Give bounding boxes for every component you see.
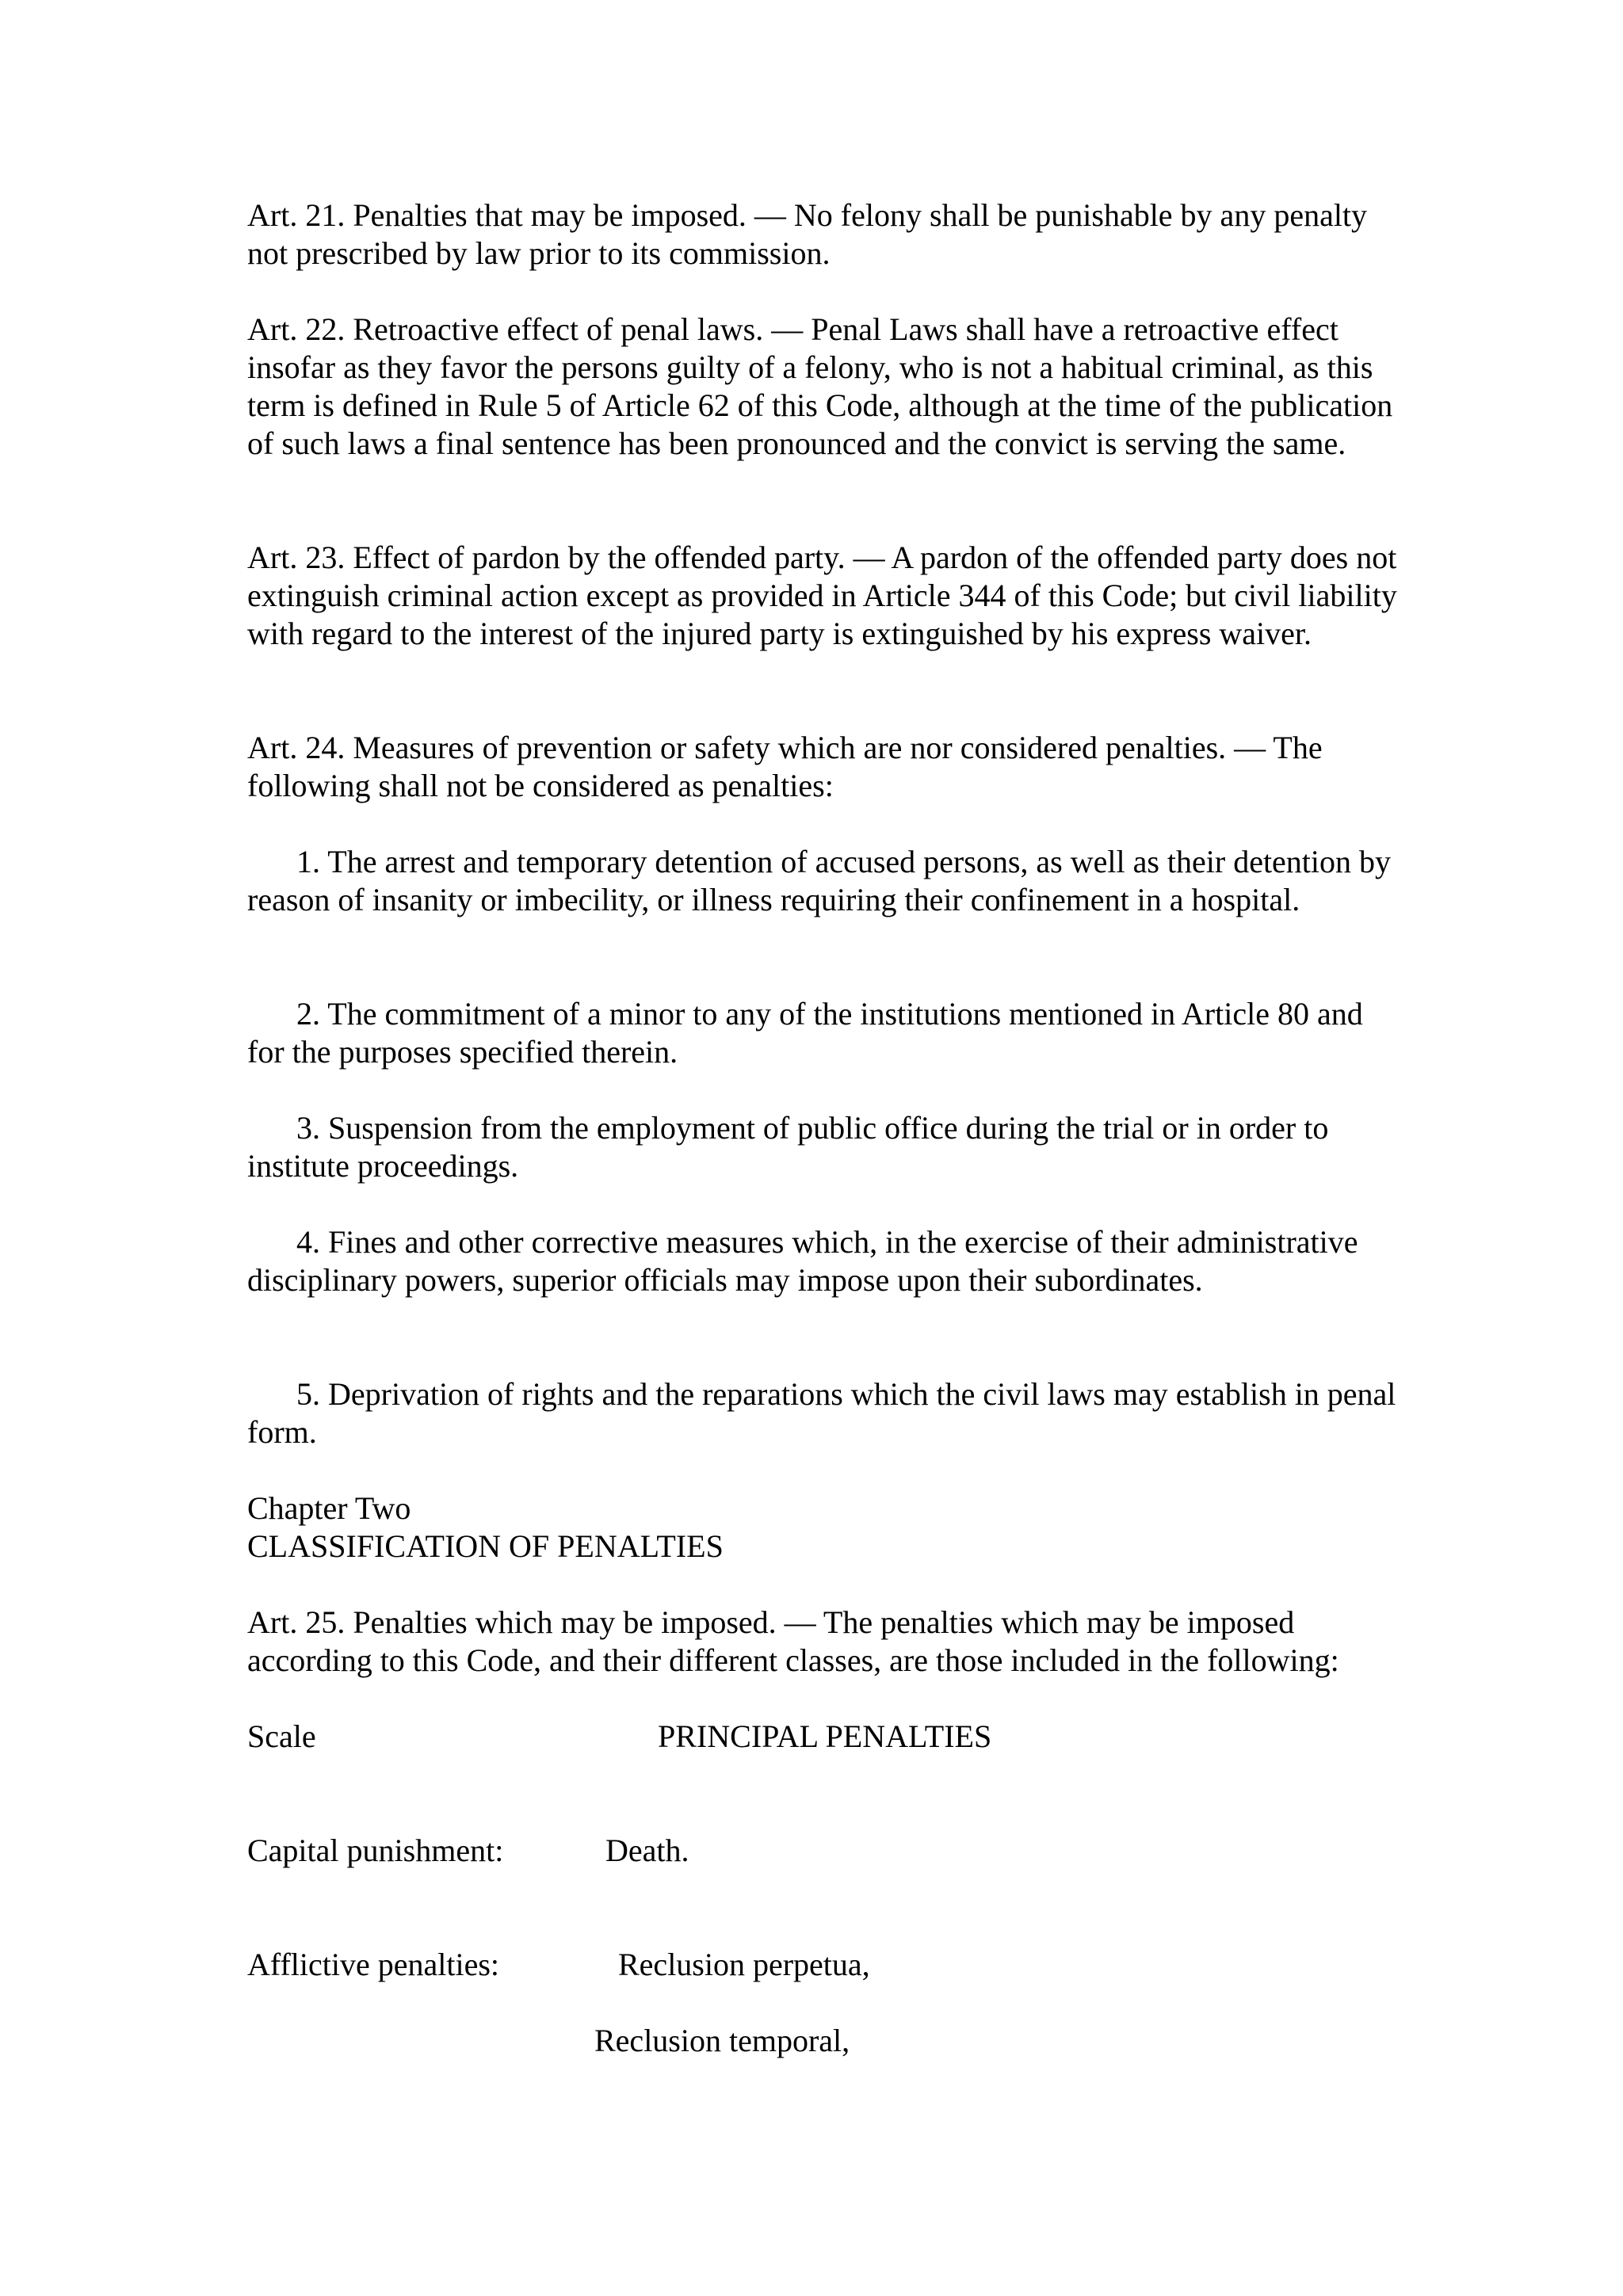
article-24-item-1: 1. The arrest and temporary detention of accused persons, as well as their detention by reason of insanity or imbecility, or illness requiring their confinement in a hospital. <box>247 844 1392 917</box>
article-25: Art. 25. Penalties which may be imposed. — The penalties which may be imposed according to this Code, and their different classes, are those included in the following: <box>247 1604 1339 1678</box>
afflictive-penalty-2: Reclusion temporal, <box>594 2023 850 2058</box>
article-24-item-3: 3. Suspension from the employment of public office during the trial or in order to institute proceedings. <box>247 1110 1329 1184</box>
article-23: Art. 23. Effect of pardon by the offended party. — A pardon of the offended party does not extinguish criminal action except as provided in Article 344 of this Code; but civil liability with regard to the interest of the injured party is extinguished by his express waiver. <box>247 540 1397 651</box>
chapter-title: CLASSIFICATION OF PENALTIES <box>247 1528 724 1564</box>
article-24-item-5: 5. Deprivation of rights and the reparations which the civil laws may establish in penal form. <box>247 1376 1396 1450</box>
article-24: Art. 24. Measures of prevention or safety which are nor considered penalties. — The following shall not be considered as penalties: <box>247 730 1323 803</box>
chapter-number: Chapter Two <box>247 1490 411 1526</box>
afflictive-penalty-1: Reclusion perpetua, <box>618 1947 870 1982</box>
principal-penalties-heading: PRINCIPAL PENALTIES <box>658 1718 992 1754</box>
scale-label: Scale <box>247 1718 316 1754</box>
afflictive-penalties-label: Afflictive penalties: <box>247 1947 500 1982</box>
article-21: Art. 21. Penalties that may be imposed. — No felony shall be punishable by any penalty not prescribed by law prior to its commission. <box>247 197 1368 271</box>
chapter-heading <box>247 1489 1404 1566</box>
capital-punishment-value: Death. <box>605 1833 689 1868</box>
article-24-item-2: 2. The commitment of a minor to any of the institutions mentioned in Article 80 and for the purposes specified therein. <box>247 996 1363 1070</box>
capital-punishment-label: Capital punishment: <box>247 1833 504 1868</box>
article-24-item-4: 4. Fines and other corrective measures which, in the exercise of their administrative disciplinary powers, superior officials may impose upon their subordinates. <box>247 1224 1358 1298</box>
article-22: Art. 22. Retroactive effect of penal laws. — Penal Laws shall have a retroactive effect insofar as they favor the persons guilty of a felony, who is not a habitual criminal, as this term is defined in Rule 5 of Article 62 of this Code, although at the time of the publication of such laws a final sentence has been pronounced and the convict is serving the same. <box>247 311 1393 461</box>
